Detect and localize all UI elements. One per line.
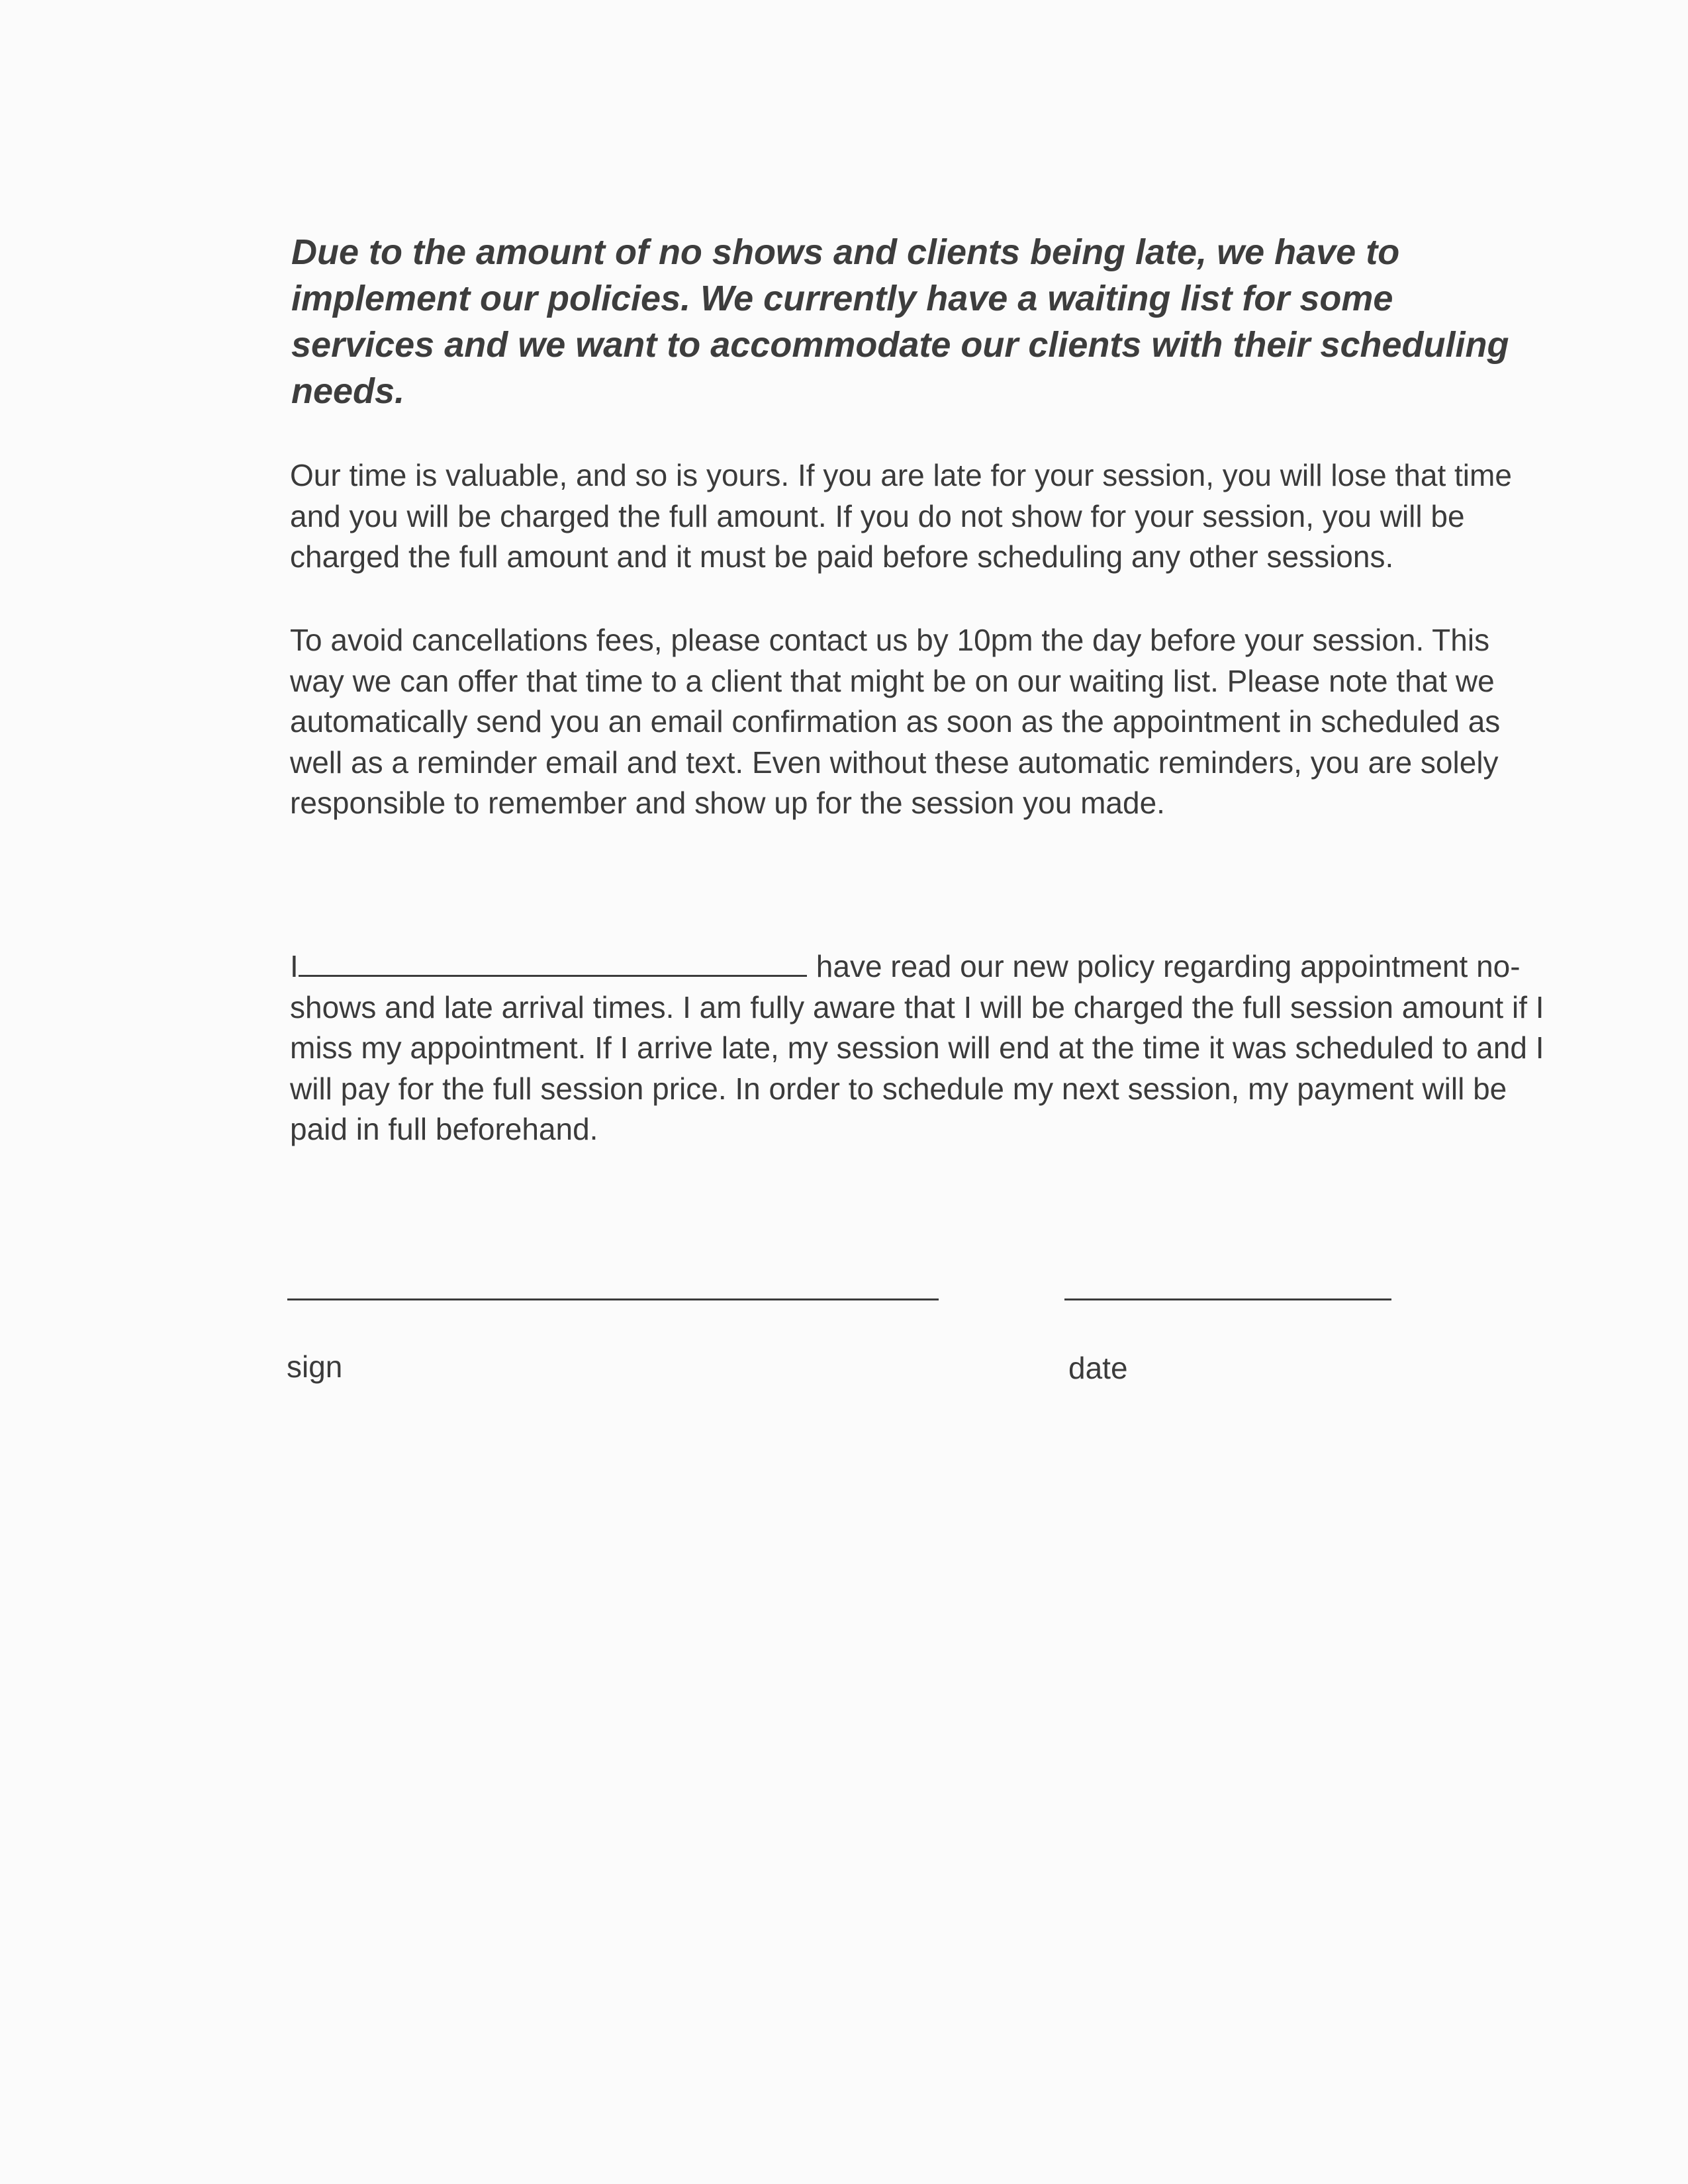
late-policy-paragraph: Our time is valuable, and so is yours. If you are late for your session, you will lose that time and you will be charged the full amount. If you do not show for your session, you will be charged the full amount and it must be paid before scheduling any other sessions. [290, 458, 1512, 574]
date-line[interactable] [1064, 1298, 1391, 1300]
acknowledgement-paragraph [290, 942, 1548, 1150]
signature-line[interactable] [287, 1298, 939, 1300]
client-name-blank[interactable] [299, 942, 807, 977]
date-label: date [1068, 1351, 1128, 1385]
acknowledgement-prefix: I [290, 949, 299, 983]
cancellation-policy-paragraph: To avoid cancellations fees, please contact us by 10pm the day before your session. This way we can offer that time to a client that might be on our waiting list. Please note that we automatically send you an email confirmation as soon as the appointment in scheduled as well as a reminder email and text. Even without these automatic reminders, you are solely responsible to remember and show up for the session you made. [290, 623, 1501, 820]
sign-label: sign [287, 1349, 343, 1384]
acknowledgement-statement: have read our new policy regarding appointment no-shows and late arrival times. I am fully aware that I will be charged the full session amount if I miss my appointment. If I arrive late, my session will end at the time it was scheduled to and I will pay for the full session price. In order to schedule my next session, my payment will be paid in full beforehand. [290, 949, 1544, 1146]
policy-intro-heading: Due to the amount of no shows and clients being late, we have to implement our policies. We currently have a waiting list for some services and we want to accommodate our clients with their scheduling needs. [291, 232, 1509, 411]
